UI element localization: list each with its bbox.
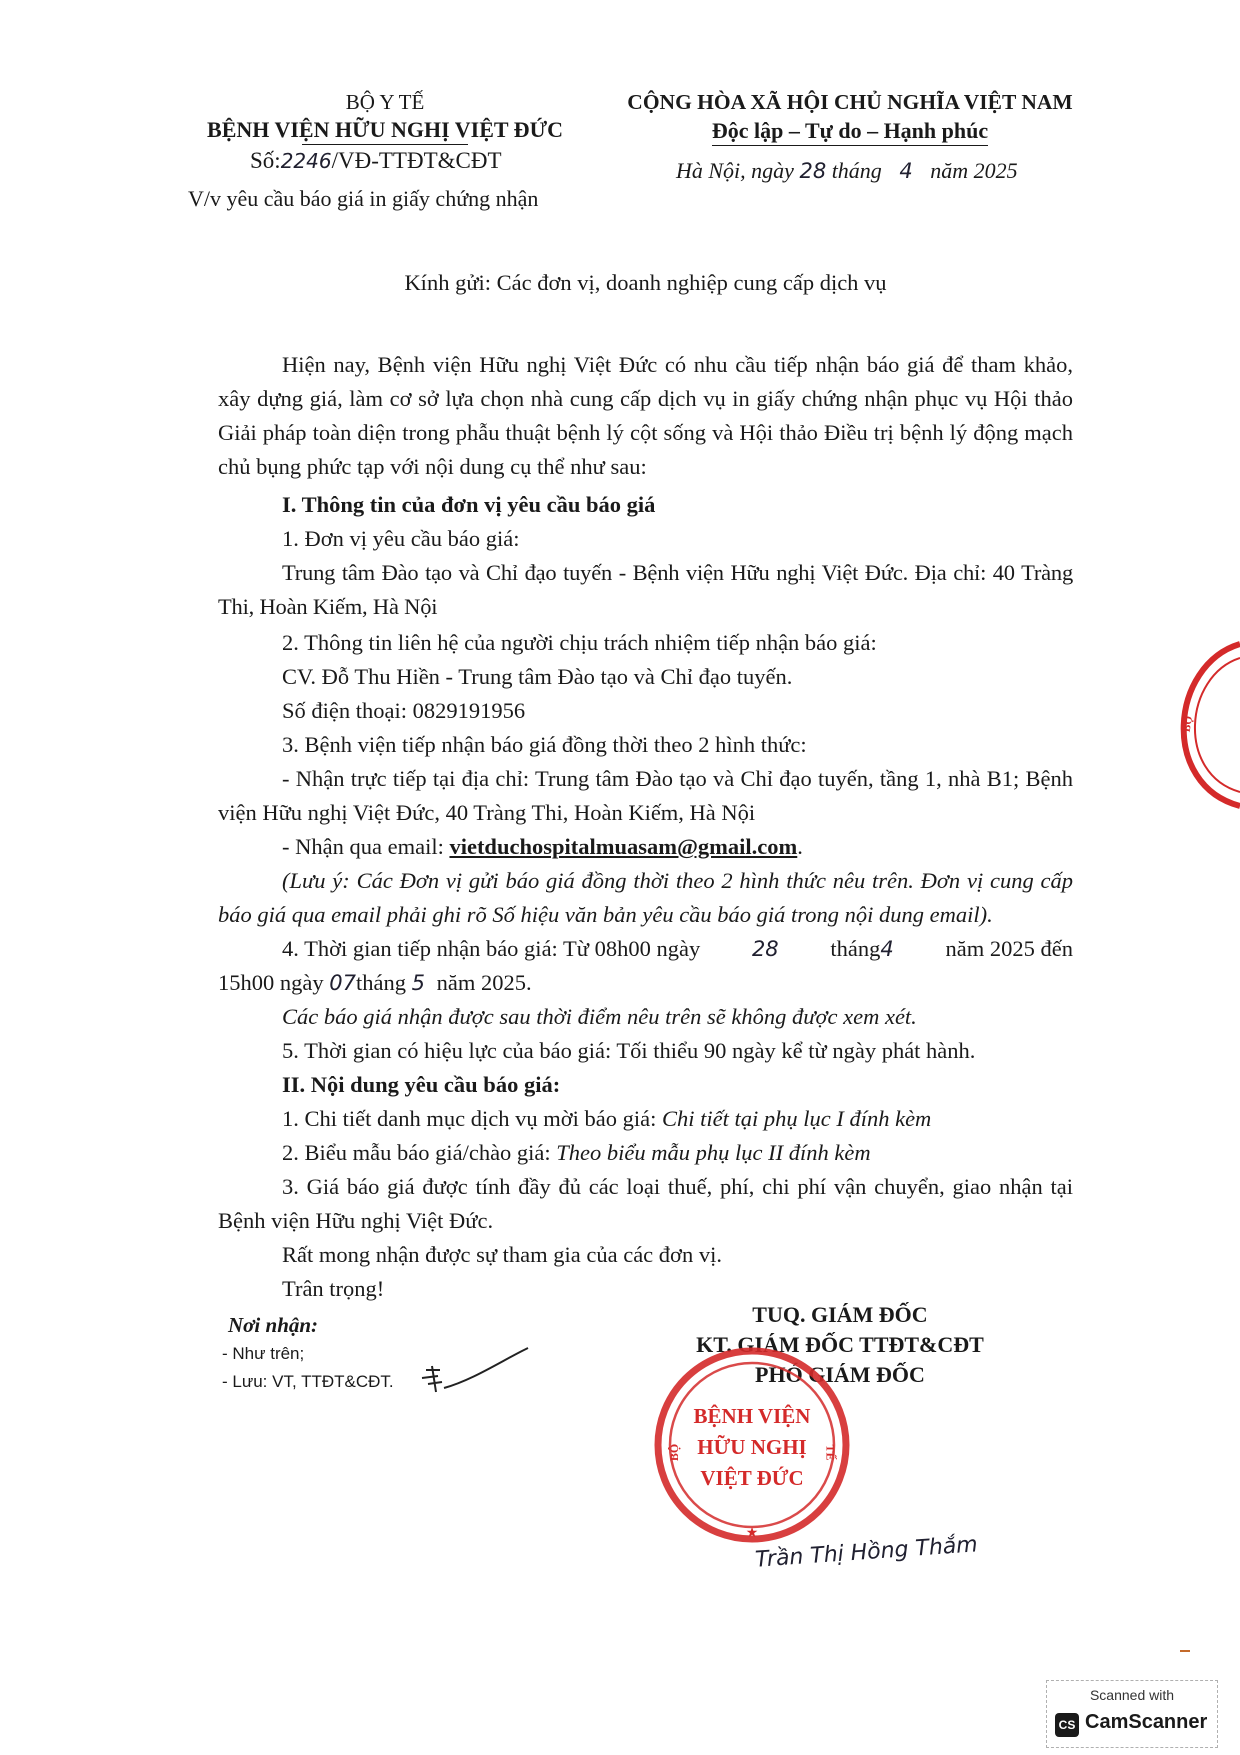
hospital-underline xyxy=(302,144,468,146)
camscanner-logo-icon: CS xyxy=(1055,1713,1079,1737)
document-subject: V/v yêu cầu báo giá in giấy chứng nhận xyxy=(188,186,539,211)
intro-paragraph: Hiện nay, Bệnh viện Hữu nghị Việt Đức có nhu cầu tiếp nhận báo giá để tham khảo, xây dựng giá, làm cơ sở lựa chọn nhà cung cấp dịch vụ in giấy chứng nhận phục vụ Hội thảo Giải pháp toàn diện trong phẫu thuật bệnh lý cột sống và Hội thảo Điều trị bệnh lý động mạch chủ bụng phức tạp với nội dung cụ thể như sau: xyxy=(218,352,1073,479)
hospital-name: BỆNH VIỆN HỮU NGHỊ VIỆT ĐỨC xyxy=(207,116,563,144)
section1-item3-direct: - Nhận trực tiếp tại địa chỉ: Trung tâm Đào tạo và Chỉ đạo tuyến, tầng 1, nhà B1; Bệnh viện Hữu nghị Việt Đức, 40 Tràng Thi, Hoàn Kiếm, Hà Nội xyxy=(218,766,1073,825)
section2-item3: 3. Giá báo giá được tính đầy đủ các loại thuế, phí, chi phí vận chuyển, giao nhận tại Bệnh viện Hữu nghị Việt Đức. xyxy=(218,1174,1073,1233)
receive-end-day: 07 xyxy=(329,971,356,995)
stamp-text: BỆNH VIỆN HỮU NGHỊ VIỆT ĐỨC xyxy=(693,1404,811,1490)
header-left xyxy=(185,88,585,144)
partial-edge-stamp xyxy=(1150,640,1240,810)
signature-line1: TUQ. GIÁM ĐỐC xyxy=(752,1302,928,1327)
closing-line2: Trân trọng! xyxy=(282,1276,385,1301)
camscanner-label-brand: CamScanner xyxy=(1085,1711,1208,1733)
signature-line3: PHÓ GIÁM ĐỐC xyxy=(755,1362,925,1387)
signature-line2: KT. GIÁM ĐỐC TTĐT&CĐT xyxy=(696,1332,984,1357)
section1-note: (Lưu ý: Các Đơn vị gửi báo giá đồng thời theo 2 hình thức nêu trên. Đơn vị cung cấp báo giá qua email phải ghi rõ Số hiệu văn bản yêu cầu báo giá trong nội dung email). xyxy=(218,868,1073,927)
section1-item4-line2: 15h00 ngày 07tháng 5 năm 2025. xyxy=(218,970,532,995)
edge-stamp-text: BỘ xyxy=(1180,715,1196,733)
receive-start-day: 28 xyxy=(751,937,779,961)
section1-item3-email-line: - Nhận qua email: vietduchospitalmuasam@gmail.com. xyxy=(282,834,803,859)
receive-end-month: 5 xyxy=(411,971,425,995)
section2-item2: 2. Biểu mẫu báo giá/chào giá: Theo biểu mẫu phụ lục II đính kèm xyxy=(282,1140,871,1165)
section1-item4-line1: 4. Thời gian tiếp nhận báo giá: Từ 08h00 ngày 28 tháng4 năm 2025 đến xyxy=(218,932,1073,966)
recipients-heading: Nơi nhận: xyxy=(228,1313,319,1337)
section1-item2-label: 2. Thông tin liên hệ của người chịu trách nhiệm tiếp nhận báo giá: xyxy=(282,630,877,655)
section1-item1-value: Trung tâm Đào tạo và Chỉ đạo tuyến - Bệnh viện Hữu nghị Việt Đức. Địa chỉ: 40 Tràng Thi, Hoàn Kiếm, Hà Nội xyxy=(218,560,1073,619)
section1-item1-label: 1. Đơn vị yêu cầu báo giá: xyxy=(282,526,520,551)
section1-item2-phone: Số điện thoại: 0829191956 xyxy=(282,698,526,723)
closing-line1: Rất mong nhận được sự tham gia của các đơn vị. xyxy=(282,1242,722,1267)
section1-item3-label: 3. Bệnh viện tiếp nhận báo giá đồng thời theo 2 hình thức: xyxy=(282,732,807,757)
country-name: CỘNG HÒA XÃ HỘI CHỦ NGHĨA VIỆT NAM xyxy=(627,90,1073,114)
initials-scribble xyxy=(418,1340,538,1410)
stamp-side-left: BỘ xyxy=(667,1443,682,1462)
greeting: Kính gửi: Các đơn vị, doanh nghiệp cung cấp dịch vụ xyxy=(404,270,887,295)
section1-item2-contact: CV. Đỗ Thu Hiền - Trung tâm Đào tạo và Chỉ đạo tuyến. xyxy=(282,664,793,689)
camscanner-badge xyxy=(1046,1680,1218,1748)
section2-item1: 1. Chi tiết danh mục dịch vụ mời báo giá: Chi tiết tại phụ lục I đính kèm xyxy=(282,1106,932,1131)
edge-stamp-arc xyxy=(1150,640,1240,810)
ministry-name: BỘ Y TẾ xyxy=(345,90,425,114)
national-motto: Độc lập – Tự do – Hạnh phúc xyxy=(712,116,988,146)
bottom-edge-mark xyxy=(1180,1650,1190,1652)
issue-date-day: 28 xyxy=(799,159,827,183)
issue-date: Hà Nội, ngày 28 tháng 4 năm 2025 xyxy=(676,158,1018,183)
section1-heading: I. Thông tin của đơn vị yêu cầu báo giá xyxy=(282,492,656,517)
document-number: Số:2246/VĐ-TTĐT&CĐT xyxy=(250,148,502,173)
recipients-block xyxy=(222,1310,394,1396)
receive-start-month-group: tháng4 xyxy=(830,936,894,961)
stamp-side-right: TẾ xyxy=(823,1444,838,1461)
document-number-handwritten: 2246 xyxy=(280,149,332,173)
recipients-line2: - Lưu: VT, TTĐT&CĐT. xyxy=(222,1372,394,1391)
recipients-line1: - Như trên; xyxy=(222,1344,305,1363)
section2-heading: II. Nội dung yêu cầu báo giá: xyxy=(282,1072,561,1097)
camscanner-label-top: Scanned with xyxy=(1089,1687,1175,1703)
receive-start-month: 4 xyxy=(880,937,894,961)
header-right xyxy=(600,88,1100,146)
section1-item5: 5. Thời gian có hiệu lực của báo giá: Tối thiểu 90 ngày kể từ ngày phát hành. xyxy=(282,1038,976,1063)
issue-date-month: 4 xyxy=(899,159,913,183)
section1-item4-note: Các báo giá nhận được sau thời điểm nêu trên sẽ không được xem xét. xyxy=(282,1004,917,1029)
motto-underline xyxy=(712,145,988,147)
official-stamp xyxy=(652,1345,852,1545)
signer-name: Trần Thị Hồng Thắm xyxy=(754,1532,979,1573)
svg-text:★: ★ xyxy=(745,1526,759,1541)
email-link[interactable]: vietduchospitalmuasam@gmail.com xyxy=(449,834,798,859)
